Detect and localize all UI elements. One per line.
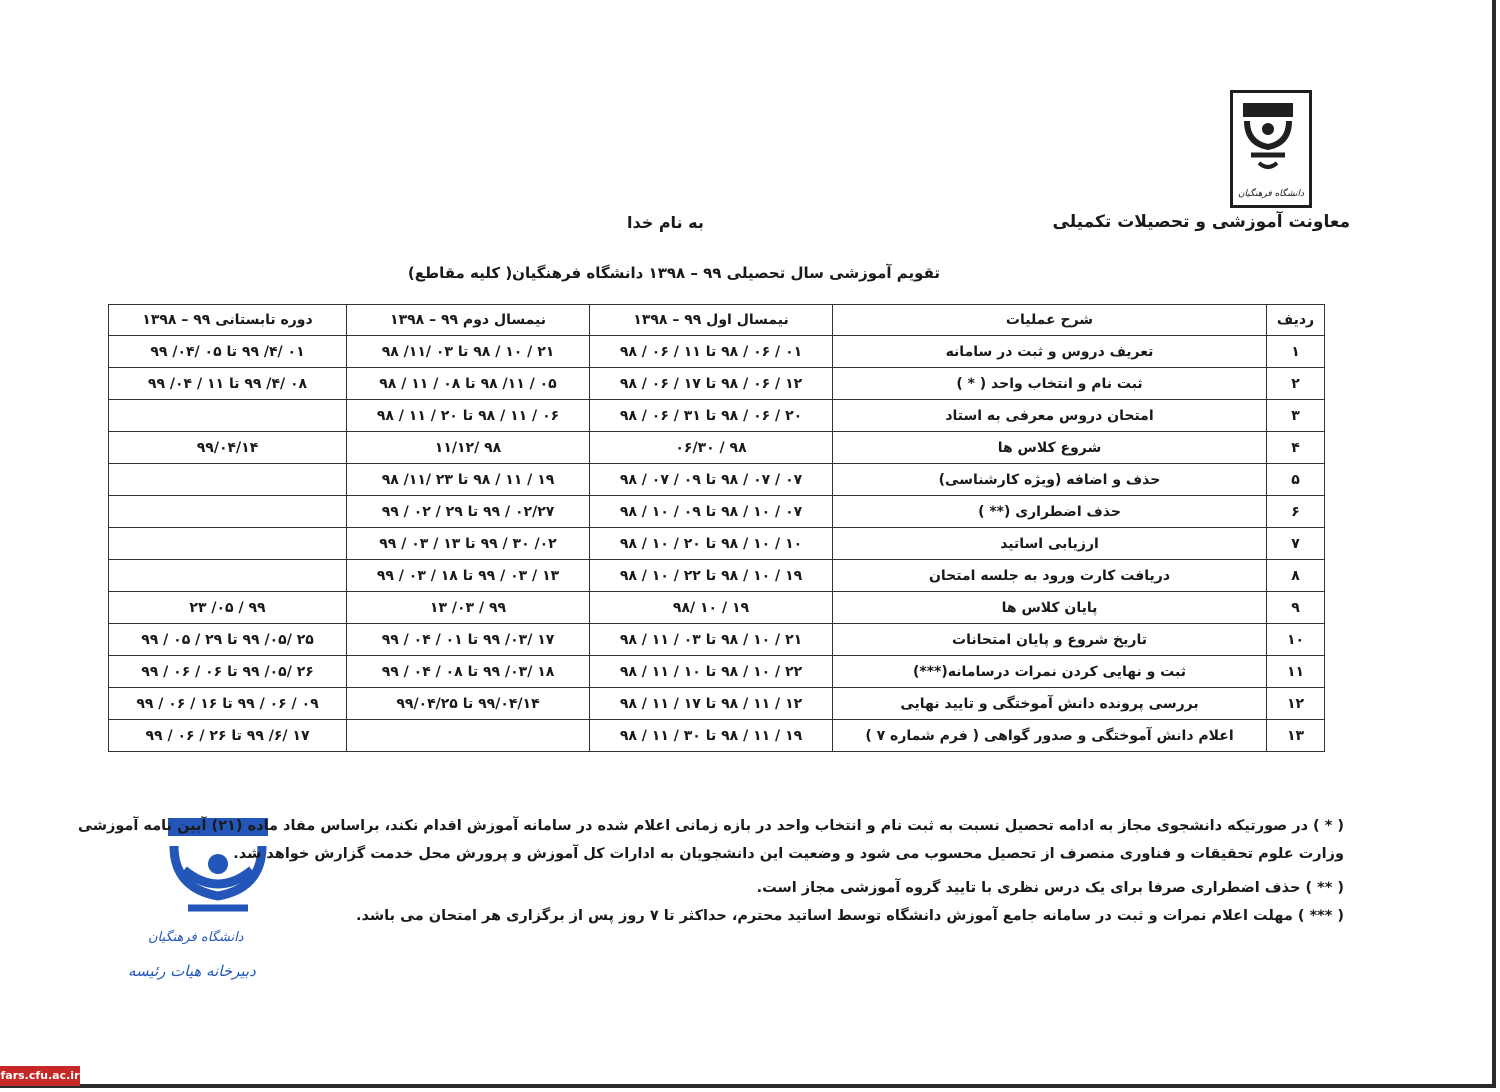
semester-1-date-cell: ۲۲ / ۱۰ / ۹۸ تا ۱۰ / ۱۱ / ۹۸ xyxy=(590,656,833,688)
table-row xyxy=(109,656,1325,688)
semester-2-date-cell: ۰۲/ ۳۰ / ۹۹ تا ۱۳ / ۰۳ / ۹۹ xyxy=(347,528,590,560)
table-header-row xyxy=(109,305,1325,336)
row-number-cell: ۵ xyxy=(1267,464,1325,496)
row-number-cell: ۹ xyxy=(1267,592,1325,624)
logo-caption: دانشگاه فرهنگیان xyxy=(1237,189,1305,199)
summer-date-cell: ۰۸ /۴/ ۹۹ تا ۱۱ / ۰۴/ ۹۹ xyxy=(109,368,347,400)
header-row-number: ردیف xyxy=(1267,305,1325,336)
row-number-cell: ۳ xyxy=(1267,400,1325,432)
description-cell: ثبت و نهایی کردن نمرات درسامانه(***) xyxy=(833,656,1267,688)
summer-date-cell: ۹۹/۰۴/۱۴ xyxy=(109,432,347,464)
summer-date-cell xyxy=(109,496,347,528)
table-body xyxy=(109,336,1325,752)
row-number-cell: ۱۰ xyxy=(1267,624,1325,656)
row-number-cell: ۱۳ xyxy=(1267,720,1325,752)
summer-date-cell: ۰۹ / ۰۶ / ۹۹ تا ۱۶ / ۰۶ / ۹۹ xyxy=(109,688,347,720)
description-cell: ارزیابی اساتید xyxy=(833,528,1267,560)
row-number-cell: ۸ xyxy=(1267,560,1325,592)
footer-url-link[interactable]: fars.cfu.ac.ir xyxy=(0,1066,80,1086)
semester-2-date-cell: ۹۸ /۱۱/۱۲ xyxy=(347,432,590,464)
table-row xyxy=(109,464,1325,496)
summer-date-cell: ۰۱ /۴/ ۹۹ تا ۰۵ /۰۴/ ۹۹ xyxy=(109,336,347,368)
description-cell: شروع کلاس ها xyxy=(833,432,1267,464)
semester-1-date-cell: ۹۸ / ۰۶/۳۰ xyxy=(590,432,833,464)
table-row xyxy=(109,624,1325,656)
semester-2-date-cell: ۰۶ / ۱۱ / ۹۸ تا ۲۰ / ۱۱ / ۹۸ xyxy=(347,400,590,432)
footnotes xyxy=(78,812,1344,936)
table-row xyxy=(109,400,1325,432)
semester-1-date-cell: ۱۲ / ۱۱ / ۹۸ تا ۱۷ / ۱۱ / ۹۸ xyxy=(590,688,833,720)
semester-1-date-cell: ۲۱ / ۱۰ / ۹۸ تا ۰۳ / ۱۱ / ۹۸ xyxy=(590,624,833,656)
description-cell: حذف و اضافه (ویژه کارشناسی) xyxy=(833,464,1267,496)
semester-2-date-cell: ۲۱ / ۱۰ / ۹۸ تا ۰۳ /۱۱/ ۹۸ xyxy=(347,336,590,368)
summer-date-cell xyxy=(109,560,347,592)
university-logo xyxy=(1230,90,1312,208)
semester-2-date-cell: ۱۹ / ۱۱ / ۹۸ تا ۲۳ /۱۱/ ۹۸ xyxy=(347,464,590,496)
calendar-table-wrapper xyxy=(108,304,1324,752)
footnote-3: ( *** ) مهلت اعلام نمرات و ثبت در سامانه جامع آموزش دانشگاه توسط اساتید محترم، حداکثر تا ۷ روز پس از برگزاری هر امتحان می باشد. xyxy=(356,908,1344,924)
header-summer: دوره تابستانی ۹۹ – ۱۳۹۸ xyxy=(109,305,347,336)
description-cell: امتحان دروس معرفی به استاد xyxy=(833,400,1267,432)
semester-1-date-cell: ۱۲ / ۰۶ / ۹۸ تا ۱۷ / ۰۶ / ۹۸ xyxy=(590,368,833,400)
description-cell: بررسی پرونده دانش آموختگی و تایید نهایی xyxy=(833,688,1267,720)
header-semester-2: نیمسال دوم ۹۹ – ۱۳۹۸ xyxy=(347,305,590,336)
row-number-cell: ۲ xyxy=(1267,368,1325,400)
row-number-cell: ۷ xyxy=(1267,528,1325,560)
description-cell: تعریف دروس و ثبت در سامانه xyxy=(833,336,1267,368)
department-name: معاونت آموزشی و تحصیلات تکمیلی xyxy=(1052,212,1350,232)
table-row xyxy=(109,368,1325,400)
semester-1-date-cell: ۱۹ / ۱۰ /۹۸ xyxy=(590,592,833,624)
description-cell: تاریخ شروع و پایان امتحانات xyxy=(833,624,1267,656)
semester-1-date-cell: ۲۰ / ۰۶ / ۹۸ تا ۳۱ / ۰۶ / ۹۸ xyxy=(590,400,833,432)
semester-2-date-cell: ۱۳ / ۰۳ / ۹۹ تا ۱۸ / ۰۳ / ۹۹ xyxy=(347,560,590,592)
row-number-cell: ۴ xyxy=(1267,432,1325,464)
semester-2-date-cell: ۱۷ /۰۳/ ۹۹ تا ۰۱ / ۰۴ / ۹۹ xyxy=(347,624,590,656)
table-row xyxy=(109,496,1325,528)
semester-1-date-cell: ۱۰ / ۱۰ / ۹۸ تا ۲۰ / ۱۰ / ۹۸ xyxy=(590,528,833,560)
semester-2-date-cell: ۹۹/۰۴/۱۴ تا ۹۹/۰۴/۲۵ xyxy=(347,688,590,720)
basmala: به نام خدا xyxy=(627,213,704,232)
summer-date-cell xyxy=(109,528,347,560)
semester-2-date-cell: ۹۹ / ۰۳/ ۱۳ xyxy=(347,592,590,624)
header-semester-1: نیمسال اول ۹۹ – ۱۳۹۸ xyxy=(590,305,833,336)
semester-2-date-cell: ۱۸ /۰۳/ ۹۹ تا ۰۸ / ۰۴ / ۹۹ xyxy=(347,656,590,688)
table-row xyxy=(109,432,1325,464)
semester-2-date-cell xyxy=(347,720,590,752)
row-number-cell: ۱۱ xyxy=(1267,656,1325,688)
stamp-label: دانشگاه فرهنگیان xyxy=(148,930,244,945)
row-number-cell: ۱ xyxy=(1267,336,1325,368)
row-number-cell: ۶ xyxy=(1267,496,1325,528)
summer-date-cell: ۱۷ /۶/ ۹۹ تا ۲۶ / ۰۶ / ۹۹ xyxy=(109,720,347,752)
header-description: شرح عملیات xyxy=(833,305,1267,336)
summer-date-cell: ۲۶ /۰۵/ ۹۹ تا ۰۶ / ۰۶ / ۹۹ xyxy=(109,656,347,688)
summer-date-cell xyxy=(109,464,347,496)
description-cell: ثبت نام و انتخاب واحد ( * ) xyxy=(833,368,1267,400)
table-row xyxy=(109,528,1325,560)
summer-date-cell xyxy=(109,400,347,432)
footnote-2: ( ** ) حذف اضطراری صرفا برای یک درس نظری با تایید گروه آموزشی مجاز است. xyxy=(756,880,1344,896)
semester-1-date-cell: ۰۷ / ۰۷ / ۹۸ تا ۰۹ / ۰۷ / ۹۸ xyxy=(590,464,833,496)
table-row xyxy=(109,720,1325,752)
document-title: تقویم آموزشی سال تحصیلی ۹۹ – ۱۳۹۸ دانشگاه فرهنگیان( کلیه مقاطع) xyxy=(407,264,940,282)
logo-emblem-icon xyxy=(1239,99,1297,175)
semester-1-date-cell: ۱۹ / ۱۱ / ۹۸ تا ۳۰ / ۱۱ / ۹۸ xyxy=(590,720,833,752)
table-row xyxy=(109,688,1325,720)
table-row xyxy=(109,592,1325,624)
semester-2-date-cell: ۰۵ / ۱۱/ ۹۸ تا ۰۸ / ۱۱ / ۹۸ xyxy=(347,368,590,400)
semester-1-date-cell: ۰۱ / ۰۶ / ۹۸ تا ۱۱ / ۰۶ / ۹۸ xyxy=(590,336,833,368)
description-cell: پایان کلاس ها xyxy=(833,592,1267,624)
description-cell: دریافت کارت ورود به جلسه امتحان xyxy=(833,560,1267,592)
stamp-signature: دبیرخانه هیات رئیسه xyxy=(128,962,256,980)
summer-date-cell: ۲۵ /۰۵/ ۹۹ تا ۲۹ / ۰۵ / ۹۹ xyxy=(109,624,347,656)
academic-calendar-table xyxy=(108,304,1325,752)
summer-date-cell: ۹۹ / ۰۵/ ۲۳ xyxy=(109,592,347,624)
footnote-1: ( * ) در صورتیکه دانشجوی مجاز به ادامه تحصیل نسبت به ثبت نام و انتخاب واحد در بازه زمانی اعلام شده در سامانه آموزش اقدام نکند، براساس مفاد ماده (۲۱) آیین نامه آموزشی وزارت علوم تحقیقات و فناوری منصرف از تحصیل محسوب می شود و وضعیت این دانشجویان به ادارات کل آموزش و پرورش محل خدمت گزارش خواهد شد. xyxy=(78,818,1344,862)
description-cell: اعلام دانش آموختگی و صدور گواهی ( فرم شماره ۷ ) xyxy=(833,720,1267,752)
table-row xyxy=(109,560,1325,592)
table-row xyxy=(109,336,1325,368)
semester-1-date-cell: ۱۹ / ۱۰ / ۹۸ تا ۲۲ / ۱۰ / ۹۸ xyxy=(590,560,833,592)
description-cell: حذف اضطراری (** ) xyxy=(833,496,1267,528)
semester-2-date-cell: ۰۲/۲۷ / ۹۹ تا ۲۹ / ۰۲ / ۹۹ xyxy=(347,496,590,528)
row-number-cell: ۱۲ xyxy=(1267,688,1325,720)
semester-1-date-cell: ۰۷ / ۱۰ / ۹۸ تا ۰۹ / ۱۰ / ۹۸ xyxy=(590,496,833,528)
